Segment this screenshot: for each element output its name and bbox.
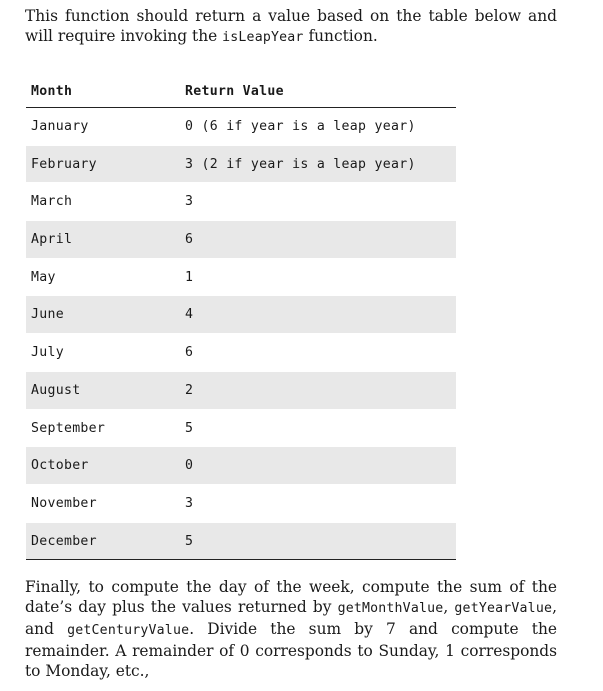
month-cell: March xyxy=(31,194,73,210)
table-header xyxy=(26,74,456,108)
value-cell: 0 (6 if year is a leap year) xyxy=(185,119,416,134)
month-cell: January xyxy=(31,119,89,134)
value-cell: 6 xyxy=(185,232,194,248)
outro-text-4: . Divide the sum by 7 and compute the remainder. A remainder of 0 corresponds to Sunday, 1 corresponds to Monday, etc., xyxy=(25,620,557,680)
header-return-value: Return Value xyxy=(185,84,284,99)
month-cell: August xyxy=(31,382,81,398)
outro-text-3: , and xyxy=(25,598,558,638)
month-cell: September xyxy=(31,420,106,436)
table-row xyxy=(26,485,456,523)
table-row xyxy=(26,108,456,146)
is-leap-year-code: isLeapYear xyxy=(222,30,304,45)
value-cell: 5 xyxy=(185,533,194,549)
intro-text-after: function. xyxy=(303,27,378,45)
value-cell: 1 xyxy=(185,269,194,285)
month-value-table xyxy=(26,74,456,560)
value-cell: 3 (2 if year is a leap year) xyxy=(185,156,416,172)
table-row xyxy=(26,221,456,259)
value-cell: 5 xyxy=(185,420,194,436)
value-cell: 0 xyxy=(185,458,194,474)
month-cell: June xyxy=(31,307,64,323)
table-row xyxy=(26,372,456,410)
outro-text-1: Finally, to compute the day of the week, compute the sum of the date’s day plus the values returned by xyxy=(25,578,557,616)
month-cell: May xyxy=(31,269,56,285)
outro-text-2: , xyxy=(443,598,455,616)
month-cell: July xyxy=(31,345,64,361)
value-cell: 2 xyxy=(185,382,194,398)
header-month: Month xyxy=(31,84,73,99)
month-cell: April xyxy=(31,232,73,248)
month-cell: February xyxy=(31,156,97,172)
get-year-value-code: getYearValue xyxy=(454,601,553,616)
table-row xyxy=(26,259,456,297)
month-cell: December xyxy=(31,533,97,549)
get-century-value-code: getCenturyValue xyxy=(67,623,190,638)
month-cell: October xyxy=(31,458,89,474)
outro-paragraph xyxy=(25,577,557,681)
table-row xyxy=(26,183,456,221)
value-cell: 3 xyxy=(185,194,194,210)
table-row xyxy=(26,447,456,485)
table-row xyxy=(26,523,456,561)
table-row xyxy=(26,410,456,448)
value-cell: 4 xyxy=(185,307,194,323)
intro-text-before: This function should return a value based on the table below and will require invoking the xyxy=(25,7,557,45)
table-row xyxy=(26,334,456,372)
table-row xyxy=(26,296,456,334)
get-month-value-code: getMonthValue xyxy=(337,601,444,616)
value-cell: 6 xyxy=(185,345,194,361)
intro-paragraph xyxy=(25,6,557,48)
month-cell: November xyxy=(31,495,97,511)
table-row xyxy=(26,146,456,184)
value-cell: 3 xyxy=(185,495,194,511)
